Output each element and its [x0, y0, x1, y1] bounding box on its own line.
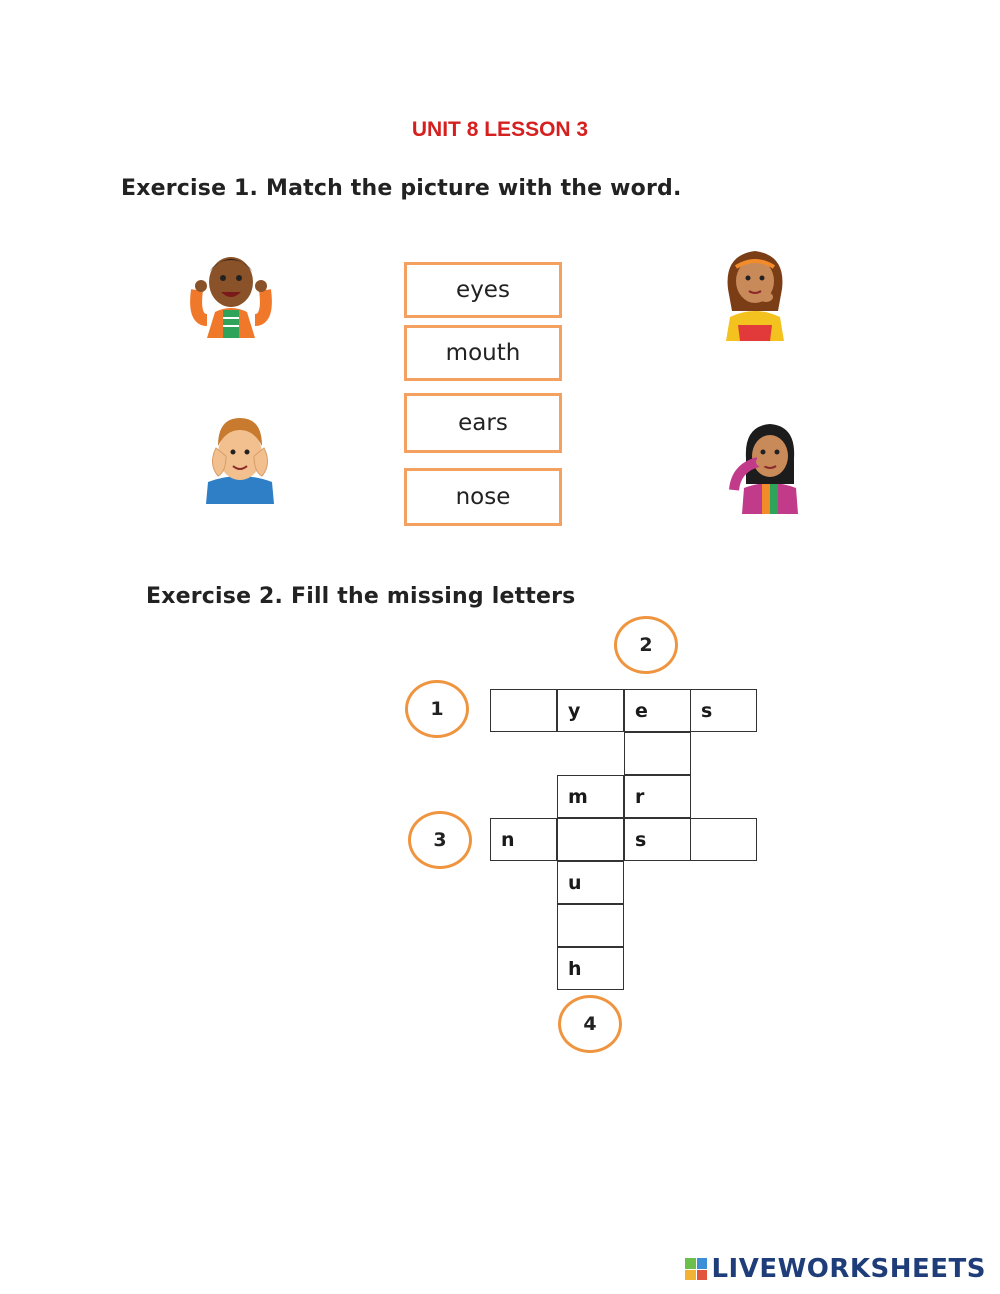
crossword-cell-2-3[interactable]	[624, 732, 691, 775]
exercise-2-title: Exercise 2. Fill the missing letters	[146, 584, 576, 609]
crossword-cell-3-3: r	[624, 775, 691, 818]
clue-number-4: 4	[558, 995, 622, 1053]
girl-touching-mouth-picture	[718, 245, 792, 341]
girl-touching-nose-picture	[728, 418, 806, 514]
clue-number-3: 3	[408, 811, 472, 869]
crossword-cell-4-4[interactable]	[690, 818, 757, 861]
word-box-nose[interactable]: nose	[404, 468, 562, 526]
crossword-cell-4-1: n	[490, 818, 557, 861]
liveworksheets-brand	[685, 1254, 986, 1284]
boy-covering-eyes-picture	[200, 412, 280, 504]
liveworksheets-logo-icon	[685, 1258, 707, 1280]
crossword-cell-6-2[interactable]	[557, 904, 624, 947]
clue-number-1: 1	[405, 680, 469, 738]
crossword-cell-4-2[interactable]	[557, 818, 624, 861]
crossword-cell-3-2: m	[557, 775, 624, 818]
crossword-cell-7-2: h	[557, 947, 624, 990]
boy-touching-ears-picture	[185, 250, 277, 338]
word-box-eyes[interactable]: eyes	[404, 262, 562, 318]
crossword-cell-1-3: e	[624, 689, 691, 732]
crossword-cell-4-3: s	[624, 818, 691, 861]
crossword-cell-1-4: s	[690, 689, 757, 732]
word-box-ears[interactable]: ears	[404, 393, 562, 453]
crossword-cell-1-1[interactable]	[490, 689, 557, 732]
word-box-mouth[interactable]: mouth	[404, 325, 562, 381]
clue-number-2: 2	[614, 616, 678, 674]
brand-name: LIVEWORKSHEETS	[711, 1254, 986, 1284]
unit-title: UNIT 8 LESSON 3	[411, 118, 589, 141]
crossword-cell-5-2: u	[557, 861, 624, 904]
exercise-1-title: Exercise 1. Match the picture with the word.	[121, 176, 682, 201]
crossword-cell-1-2: y	[557, 689, 624, 732]
